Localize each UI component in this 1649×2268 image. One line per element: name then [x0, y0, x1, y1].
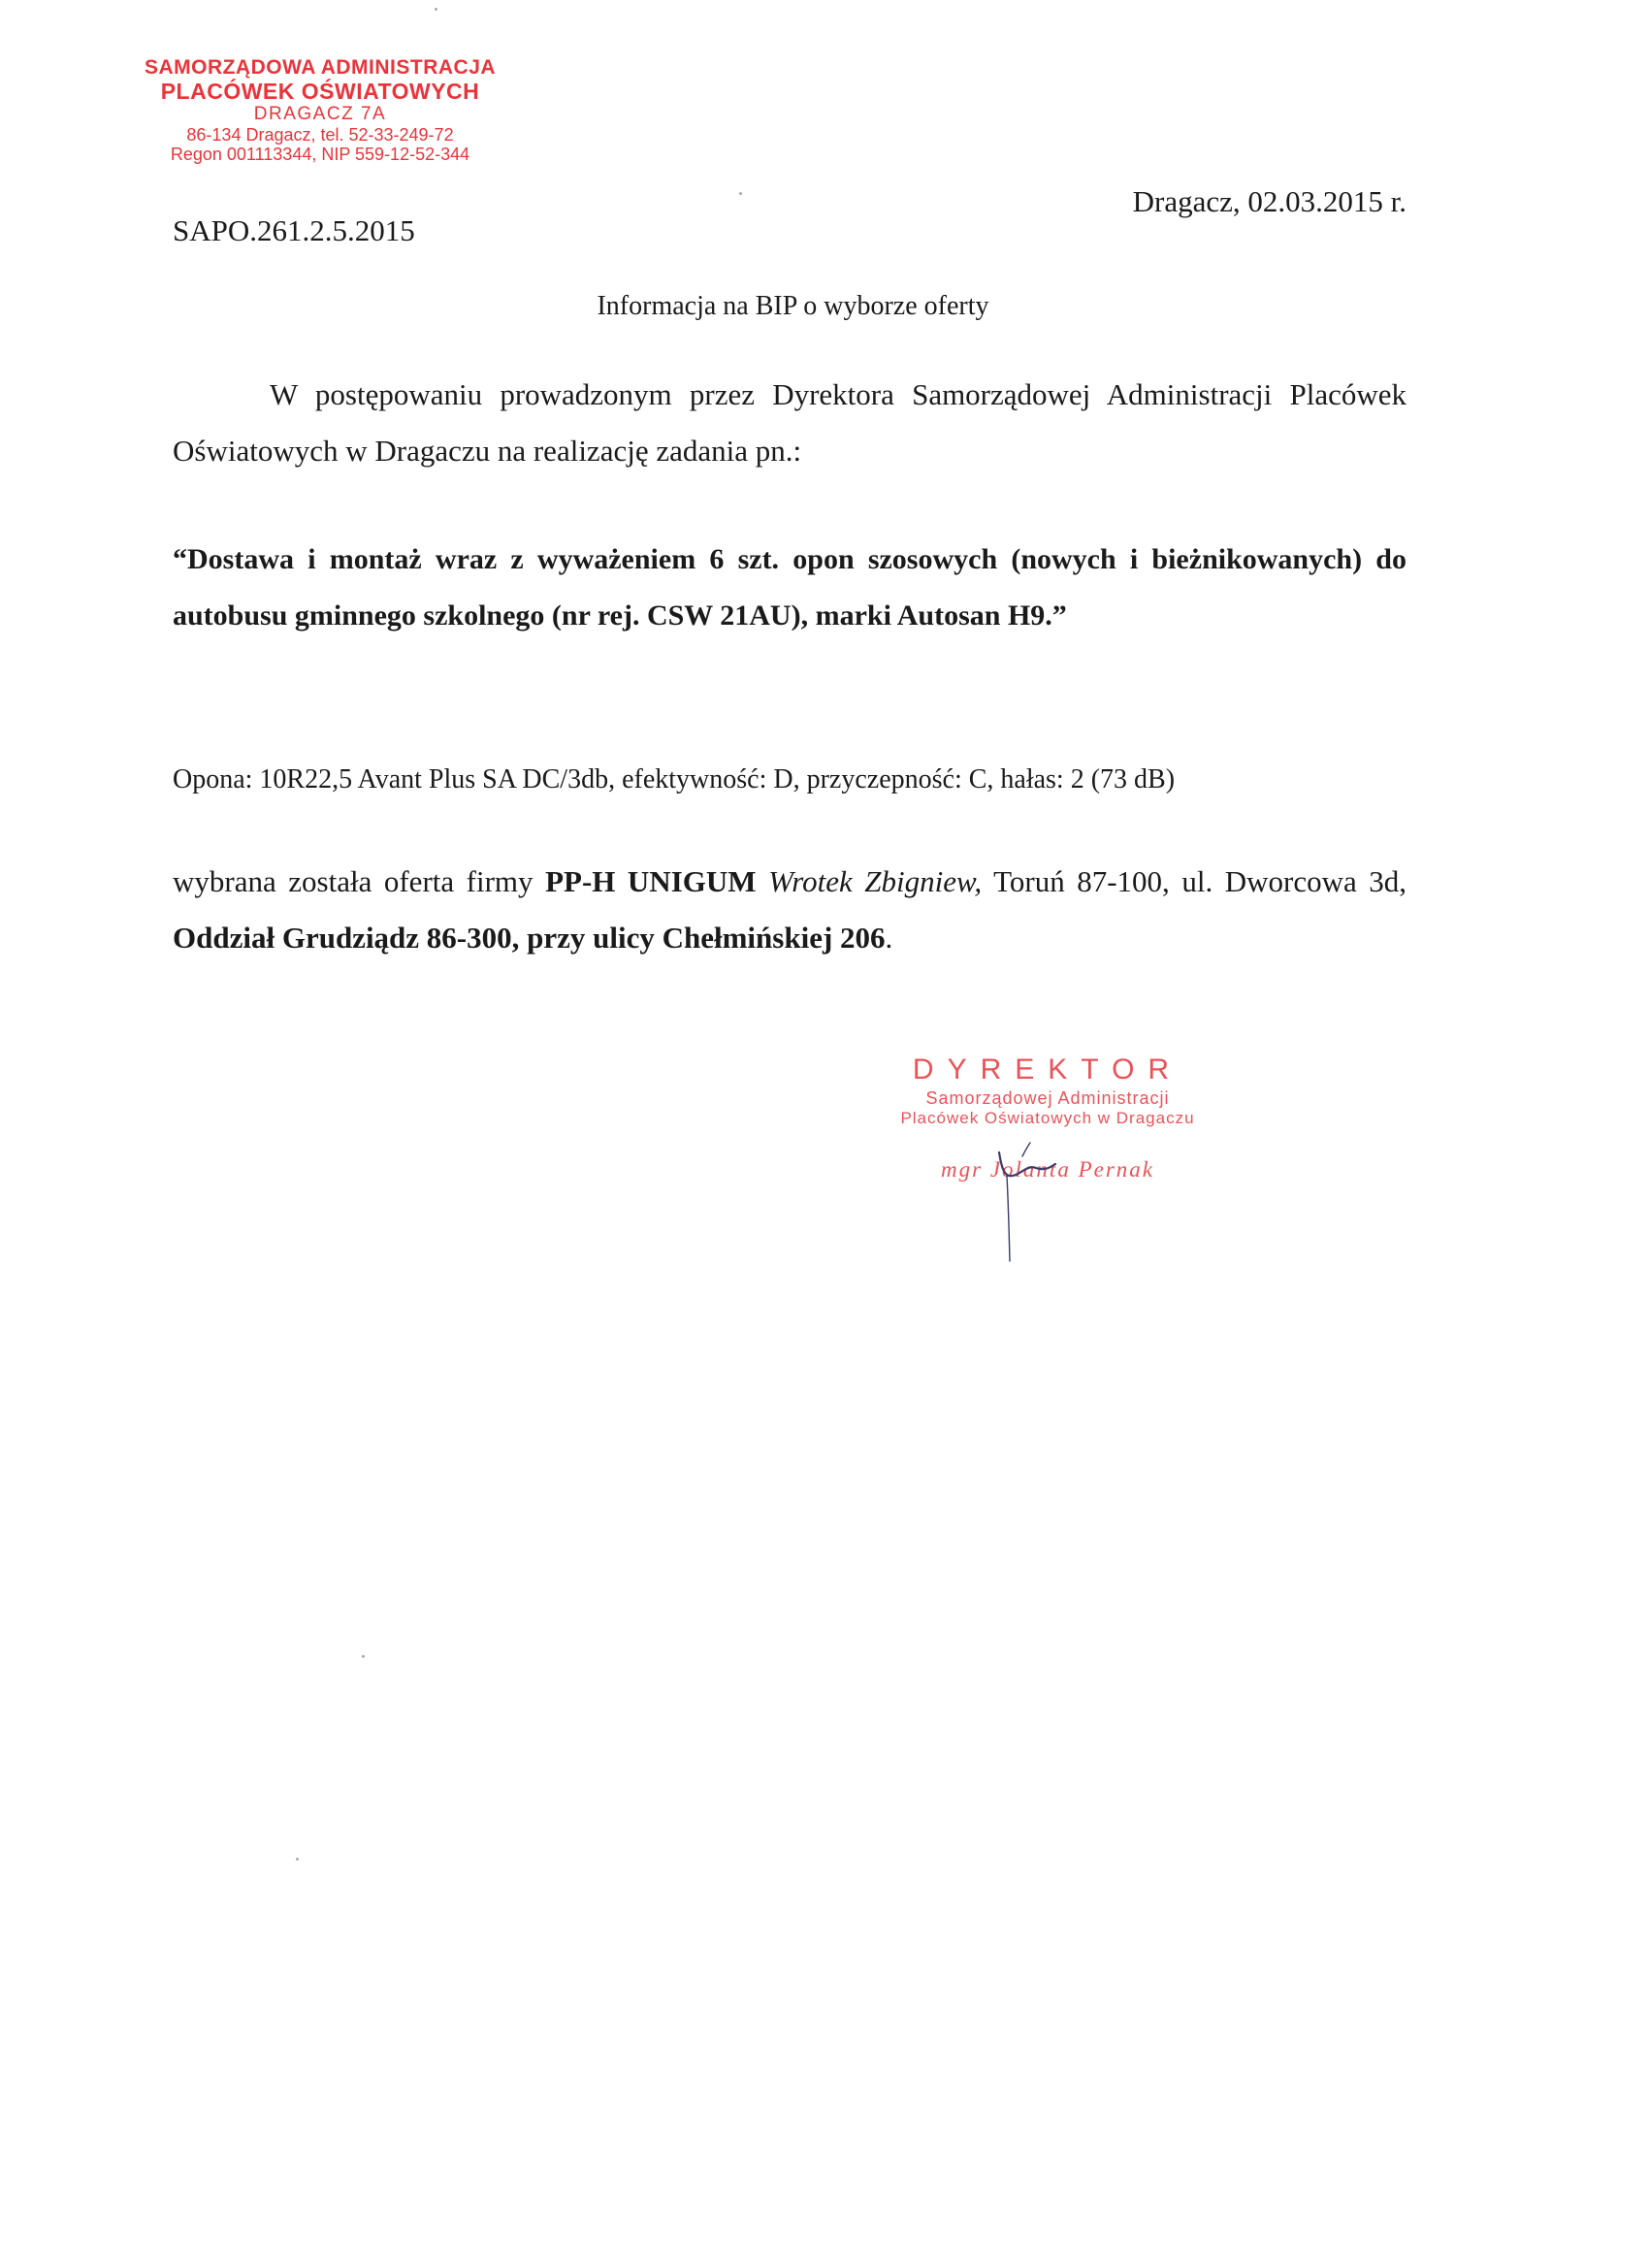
award-end: . [885, 921, 893, 955]
stamp-director-name: mgr Jolanta Pernak [941, 1157, 1154, 1182]
reference-number: SAPO.261.2.5.2015 [173, 213, 415, 247]
tire-spec-paragraph: Opona: 10R22,5 Avant Plus SA DC/3db, efektywność: D, przyczepność: C, hałas: 2 (73 dB) [173, 764, 1176, 794]
stamp-line-institution: SAMORZĄDOWA ADMINISTRACJA [144, 56, 497, 79]
scan-speck [296, 1858, 299, 1861]
stamp-director-title: DYREKTOR [912, 1053, 1183, 1085]
scan-speck [362, 1655, 365, 1658]
stamp-director-line3: Placówek Oświatowych w Dragaczu [900, 1109, 1195, 1127]
award-company: PP-H UNIGUM [545, 864, 757, 898]
handwritten-signature [980, 1135, 1096, 1271]
stamp-director-line2: Samorządowej Administracji [925, 1088, 1170, 1108]
award-address: Toruń 87-100, ul. Dworcowa 3d, [982, 864, 1407, 898]
task-name-paragraph: “Dostawa i montaż wraz z wyważeniem 6 szt. opon szosowych (nowych i bieżnikowanych) do autobusu gminnego szkolnego (nr rej. CSW 21AU), marki Autosan H9.” [173, 543, 1406, 632]
award-paragraph [173, 854, 1406, 966]
stamp-line-address: DRAGACZ 7A [253, 104, 387, 125]
institution-header-stamp [136, 56, 504, 164]
stamp-line-regon-nip: Regon 001113344, NIP 559-12-52-344 [170, 144, 470, 164]
intro-paragraph: W postępowaniu prowadzonym przez Dyrektora Samorządowej Administracji Placówek Oświatowych w Dragaczu na realizację zadania pn.: [173, 377, 1406, 468]
scan-speck [435, 8, 437, 11]
award-prefix: wybrana została oferta firmy [173, 864, 546, 898]
document-title: Informacja na BIP o wyborze oferty [597, 291, 989, 321]
award-branch: Oddział Grudziądz 86-300, przy ulicy Chełmińskiej 206 [173, 921, 886, 955]
place-and-date: Dragacz, 02.03.2015 r. [1132, 184, 1406, 218]
stamp-line-phone: 86-134 Dragacz, tel. 52-33-249-72 [186, 124, 454, 145]
scan-speck [739, 192, 742, 195]
award-owner: Wrotek Zbigniew, [768, 864, 983, 898]
stamp-line-schools: PLACÓWEK OŚWIATOWYCH [160, 78, 480, 104]
